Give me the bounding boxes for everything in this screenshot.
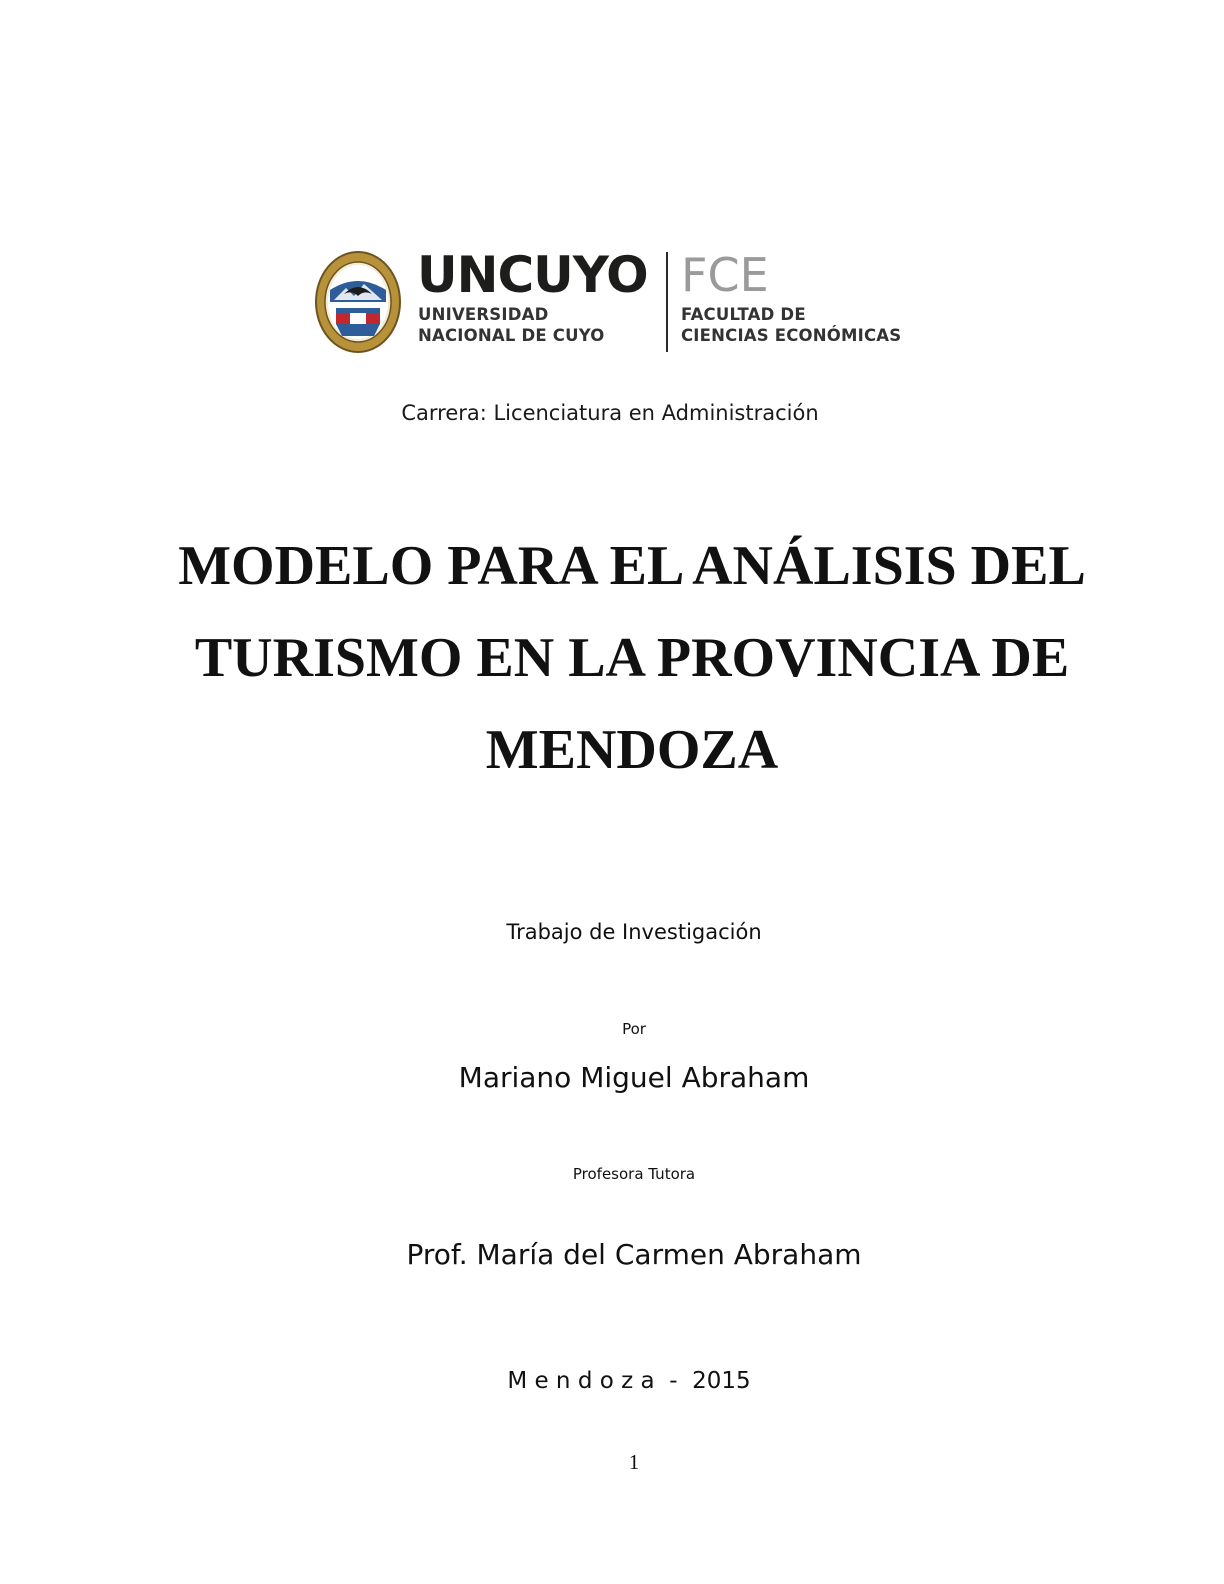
work-type: Trabajo de Investigación	[506, 920, 762, 944]
tutor-name: Prof. María del Carmen Abraham	[406, 1238, 862, 1271]
university-name-line2: NACIONAL DE CUYO	[418, 326, 605, 345]
by-label: Por	[622, 1020, 646, 1038]
tutor-label: Profesora Tutora	[572, 1165, 696, 1183]
document-title	[120, 520, 1144, 796]
faculty-wordmark: FCE	[681, 248, 769, 302]
faculty-name-line1: FACULTAD DE	[681, 305, 806, 324]
title-line-2: TURISMO EN LA PROVINCIA DE	[194, 627, 1070, 689]
university-name-line1: UNIVERSIDAD	[418, 305, 549, 324]
university-wordmark: UNCUYO	[417, 246, 648, 304]
university-seal-icon	[314, 250, 402, 354]
title-line-3: MENDOZA	[485, 719, 779, 781]
career-line: Carrera: Licenciatura en Administración	[401, 401, 819, 425]
page-number: 1	[628, 1450, 640, 1474]
logo-block	[314, 246, 934, 358]
title-line-1: MODELO PARA EL ANÁLISIS DEL	[178, 535, 1086, 597]
logo-divider	[666, 252, 668, 352]
place-and-year: M e n d o z a - 2015	[507, 1368, 751, 1394]
faculty-name-line2: CIENCIAS ECONÓMICAS	[681, 326, 902, 345]
author-name: Mariano Miguel Abraham	[458, 1061, 810, 1094]
